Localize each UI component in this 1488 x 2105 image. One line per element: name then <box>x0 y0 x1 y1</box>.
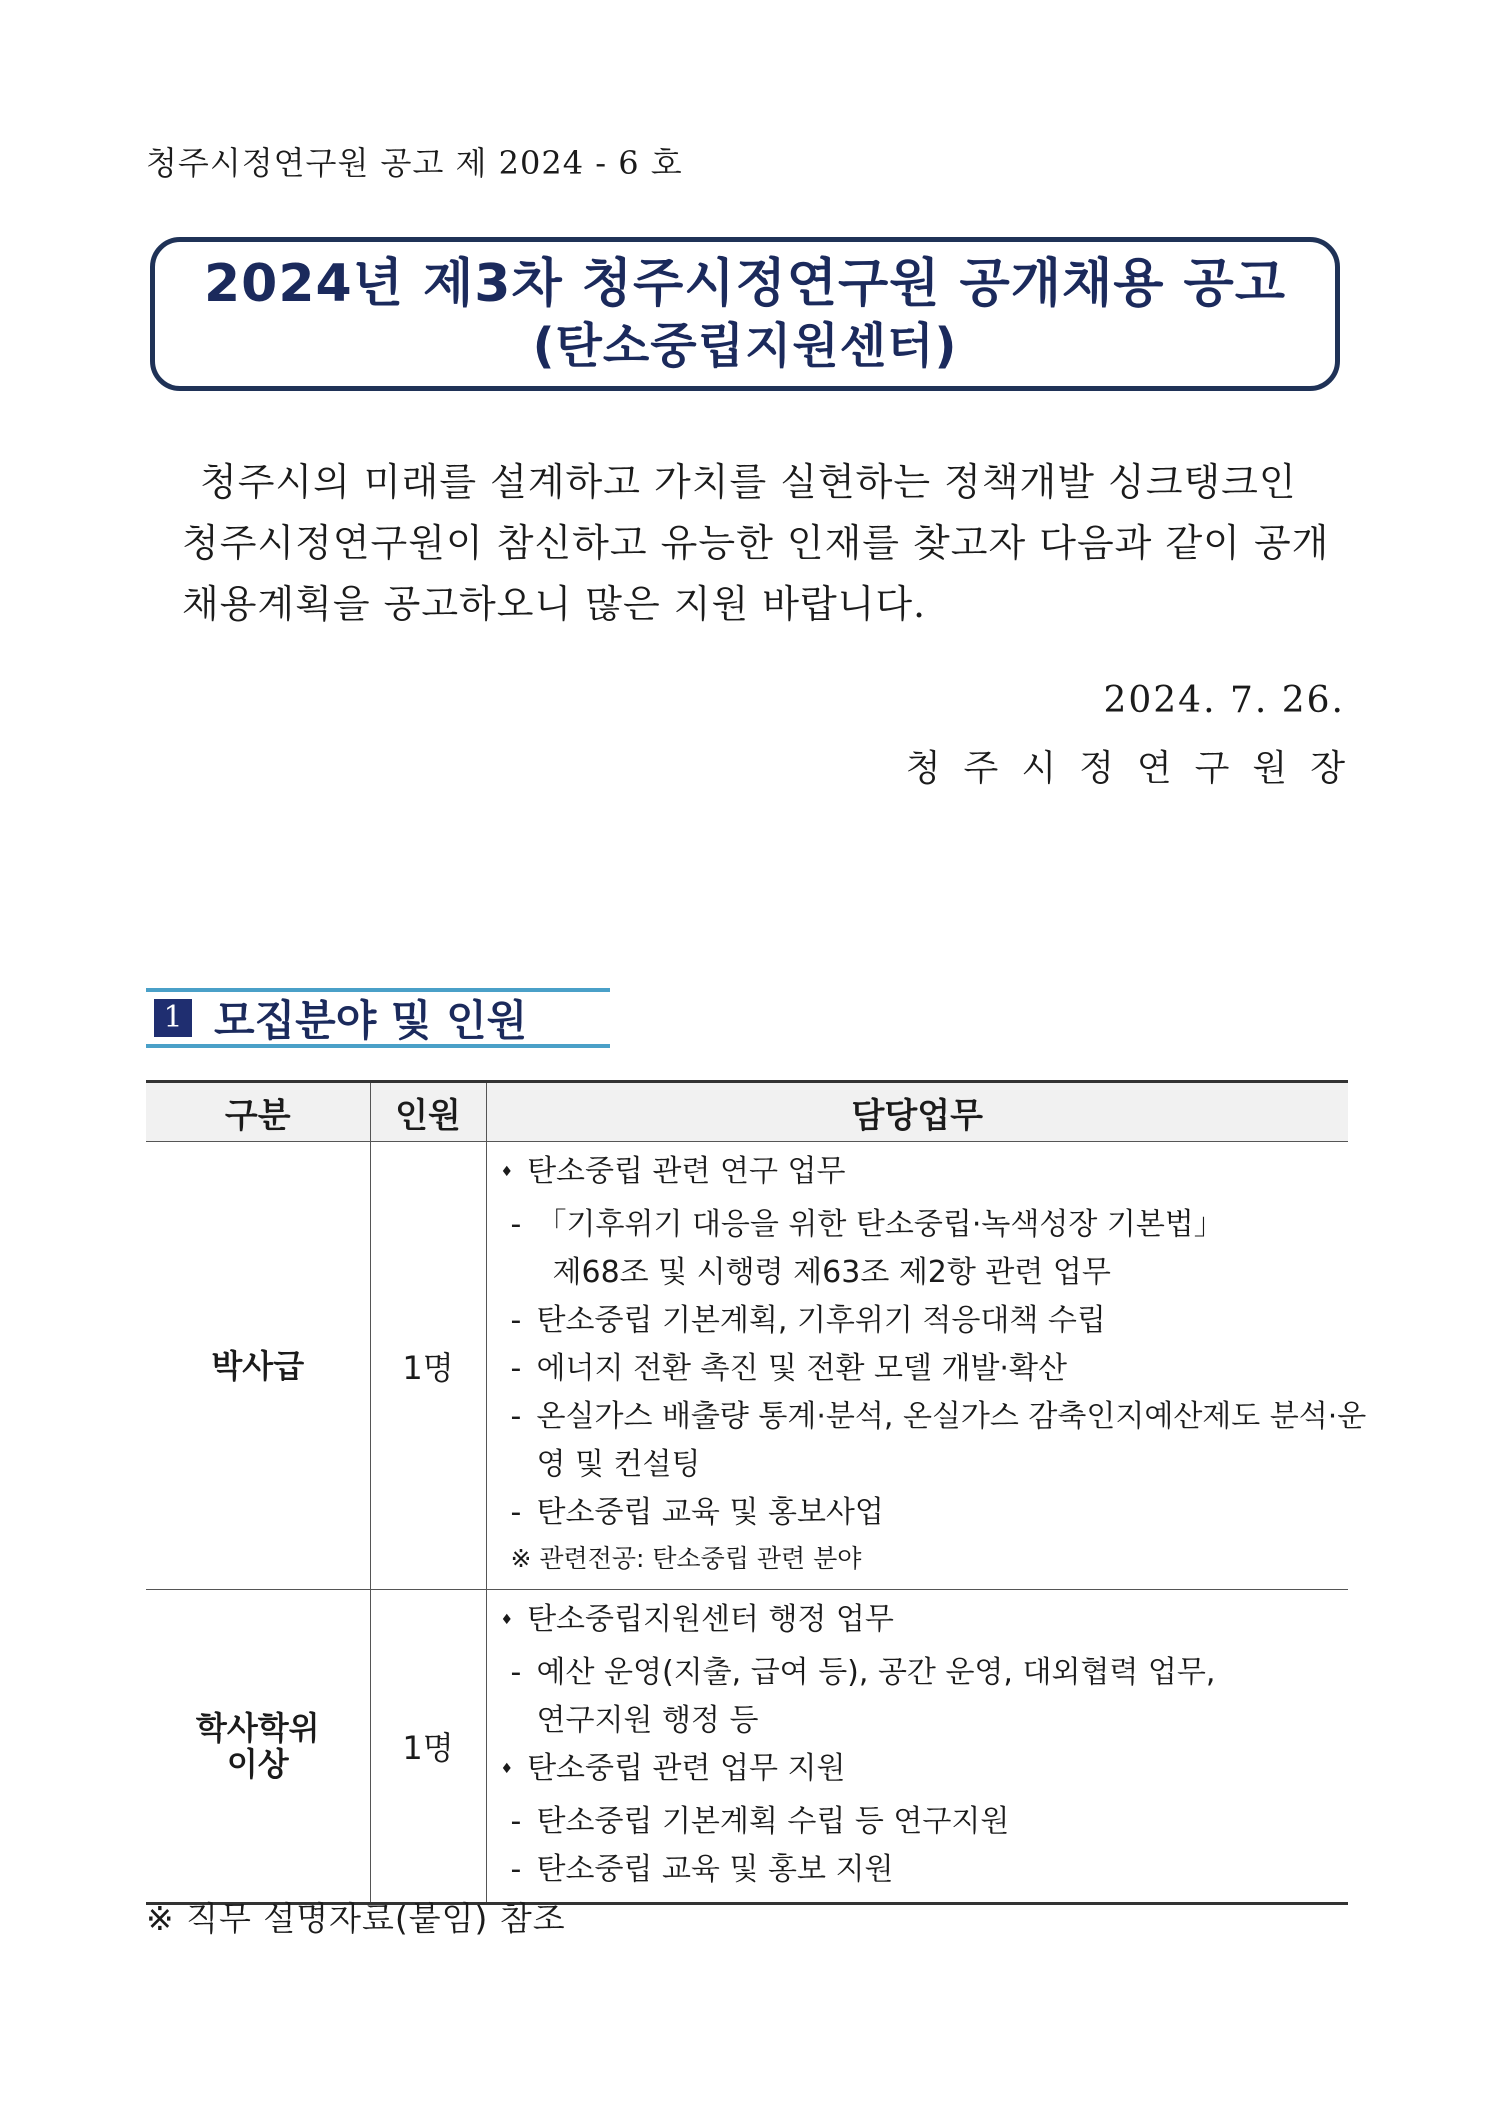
header-duties: 담당업무 <box>486 1082 1348 1142</box>
duty-item: - 온실가스 배출량 통계·분석, 온실가스 감축인지예산제도 분석·운 <box>497 1393 1343 1441</box>
section-number: 1 <box>154 999 192 1037</box>
duty-item-continued: 영 및 컨설팅 <box>536 1447 701 1482</box>
intro-line: 청주시정연구원이 참신하고 유능한 인재를 찾고자 다음과 같이 공개 <box>182 521 1330 565</box>
section-heading <box>146 988 610 1048</box>
duty-item: - 탄소중립 기본계획, 기후위기 적응대책 수립 <box>497 1297 1343 1345</box>
count-cell: 1명 <box>370 1142 486 1590</box>
header-category: 구분 <box>146 1082 370 1142</box>
duties-cell <box>486 1590 1348 1904</box>
category-line: 이상 <box>226 1745 289 1783</box>
category-cell: 박사급 <box>146 1142 370 1590</box>
duty-item-continued: 연구지원 행정 등 <box>536 1703 759 1738</box>
footnote: ※ 직무 설명자료(붙임) 참조 <box>146 1899 566 1938</box>
intro-line: 채용계획을 공고하오니 많은 지원 바랍니다. <box>182 582 927 626</box>
duty-item: - 탄소중립 기본계획 수립 등 연구지원 <box>497 1798 1343 1846</box>
duty-item: - 「기후위기 대응을 위한 탄소중립·녹색성장 기본법」 <box>497 1201 1343 1249</box>
announcement-date: 2024. 7. 26. <box>1103 680 1345 721</box>
header-count: 인원 <box>370 1082 486 1142</box>
duty-item: - 예산 운영(지출, 급여 등), 공간 운영, 대외협력 업무, <box>497 1649 1343 1697</box>
notice-number: 청주시정연구원 공고 제 2024 - 6 호 <box>146 144 683 182</box>
signer: 청주시정연구원장 <box>905 748 1368 789</box>
intro-line: 청주시의 미래를 설계하고 가치를 실현하는 정책개발 싱크탱크인 <box>200 460 1297 504</box>
count-cell: 1명 <box>370 1590 486 1904</box>
major-note: ※ 관련전공: 탄소중립 관련 분야 <box>510 1544 862 1573</box>
table-row <box>146 1590 1348 1904</box>
title-box <box>150 237 1340 391</box>
duty-item: - 탄소중립 교육 및 홍보사업 <box>497 1489 1343 1537</box>
duty-heading: ♦ 탄소중립 관련 업무 지원 <box>497 1745 1343 1798</box>
duties-cell <box>486 1142 1367 1590</box>
page-title: 2024년 제3차 청주시정연구원 공개채용 공고 <box>203 254 1287 314</box>
page-subtitle: (탄소중립지원센터) <box>532 318 958 374</box>
category-cell <box>146 1590 370 1904</box>
category-line: 학사학위 <box>195 1709 320 1747</box>
intro-paragraph <box>182 452 1342 635</box>
duty-item: - 에너지 전환 촉진 및 전환 모델 개발·확산 <box>497 1345 1343 1393</box>
duty-heading: ♦ 탄소중립 관련 연구 업무 <box>497 1148 1343 1201</box>
table-header-row <box>146 1082 1348 1142</box>
duty-item: - 탄소중립 교육 및 홍보 지원 <box>497 1846 1343 1894</box>
duty-heading: ♦ 탄소중립지원센터 행정 업무 <box>497 1596 1343 1649</box>
duty-item-continued: 제68조 및 시행령 제63조 제2항 관련 업무 <box>552 1255 1111 1290</box>
table-row <box>146 1142 1348 1590</box>
recruitment-table <box>146 1080 1367 1905</box>
section-title: 모집분야 및 인원 <box>214 996 528 1045</box>
